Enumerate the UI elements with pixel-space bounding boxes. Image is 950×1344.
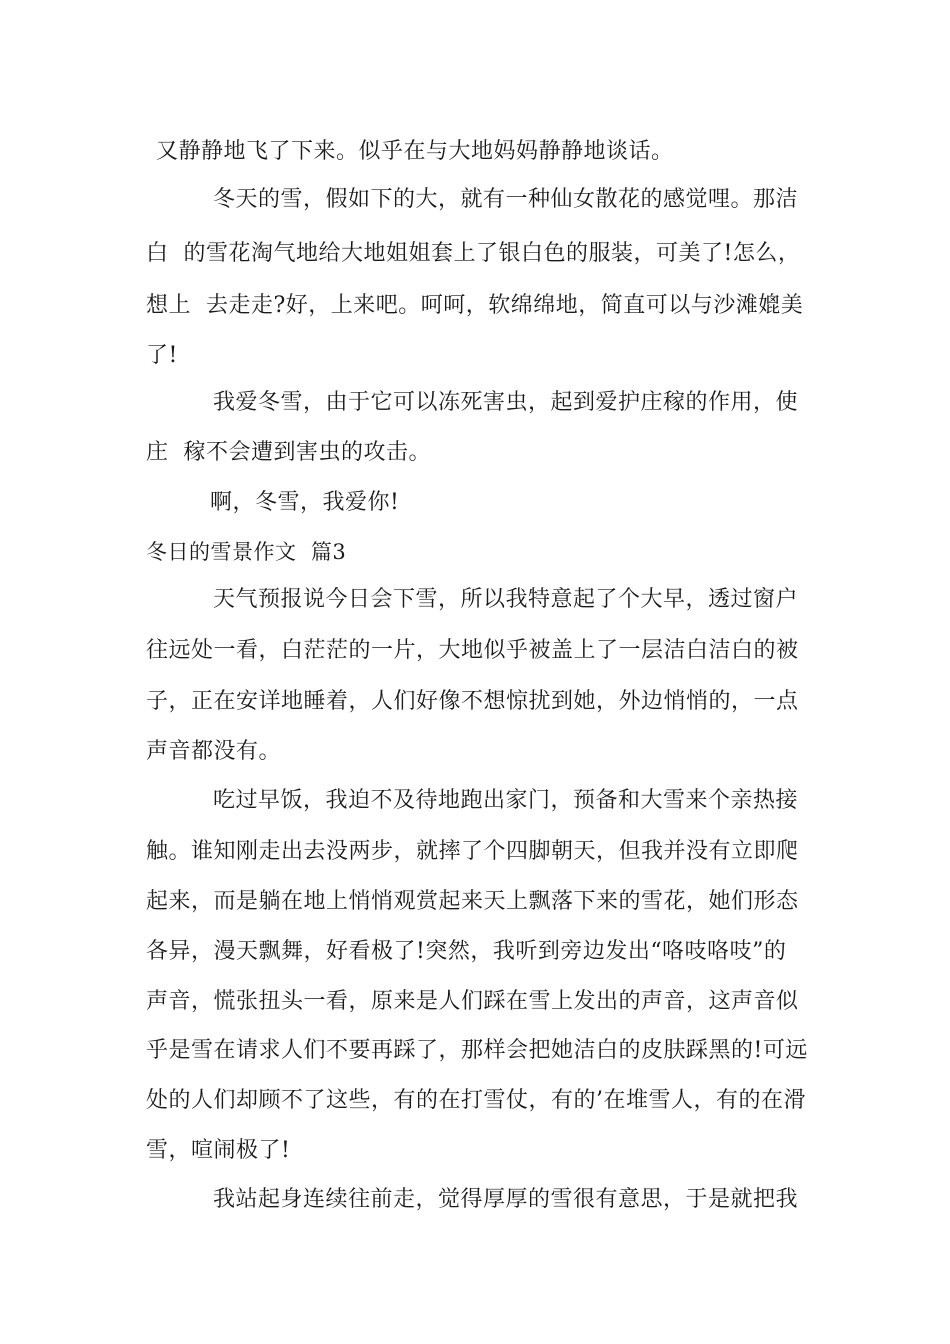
text-line: 声音都没有。 (146, 739, 282, 764)
text-line: 往远处一看，白茫茫的一片，大地似乎被盖上了一层洁白洁白的被 (146, 638, 799, 663)
text-line: 乎是雪在请求人们不要再踩了，那样会把她洁白的皮肤踩黑的!可远 (146, 1038, 808, 1063)
text-line: 子，正在安详地睡着，人们好像不想惊扰到她，外边悄悄的，一点 (146, 689, 799, 714)
paragraph-first-line: 天气预报说今日会下雪，所以我特意起了个大早，透过窗户 (213, 587, 799, 612)
text-line: 白 的雪花淘气地给大地姐姐套上了银白色的服装，可美了!怎么， (146, 241, 801, 266)
text-line: 了! (146, 343, 178, 368)
paragraph-first-line: 吃过早饭，我迫不及待地跑出家门，预备和大雪来个亲热接 (213, 788, 799, 813)
text-line: 声音，慌张扭头一看，原来是人们踩在雪上发出的声音，这声音似 (146, 989, 799, 1014)
section-title: 冬日的雪景作文 篇3 (146, 540, 347, 564)
paragraph-first-line: 啊，冬雪，我爱你! (210, 490, 400, 515)
text-line: 触。谁知刚走出去没两步，就摔了个四脚朝天，但我并没有立即爬 (146, 839, 799, 864)
text-line: 想上 去走走?好，上来吧。呵呵，软绵绵地，简直可以与沙滩媲美 (146, 293, 804, 318)
text-line: 又静静地飞了下来。似乎在与大地妈妈静静地谈话。 (156, 139, 674, 164)
paragraph-first-line: 我站起身连续往前走，觉得厚厚的雪很有意思，于是就把我 (213, 1187, 799, 1212)
text-line: 庄 稼不会遭到害虫的攻击。 (146, 440, 431, 465)
text-line: 起来，而是躺在地上悄悄观赏起来天上飘落下来的雪花，她们形态 (146, 889, 799, 914)
text-line: 雪，喧闹极了! (146, 1138, 291, 1163)
text-line: 处的人们却顾不了这些，有的在打雪仗，有的’在堆雪人，有的在滑 (146, 1088, 806, 1113)
paragraph-first-line: 我爱冬雪，由于它可以冻死害虫，起到爱护庄稼的作用，使 (213, 390, 799, 415)
paragraph-first-line: 冬天的雪，假如下的大，就有一种仙女散花的感觉哩。那洁 (213, 187, 799, 212)
text-line: 各异，漫天飘舞，好看极了!突然，我听到旁边发出“咯吱咯吱”的 (146, 939, 787, 964)
